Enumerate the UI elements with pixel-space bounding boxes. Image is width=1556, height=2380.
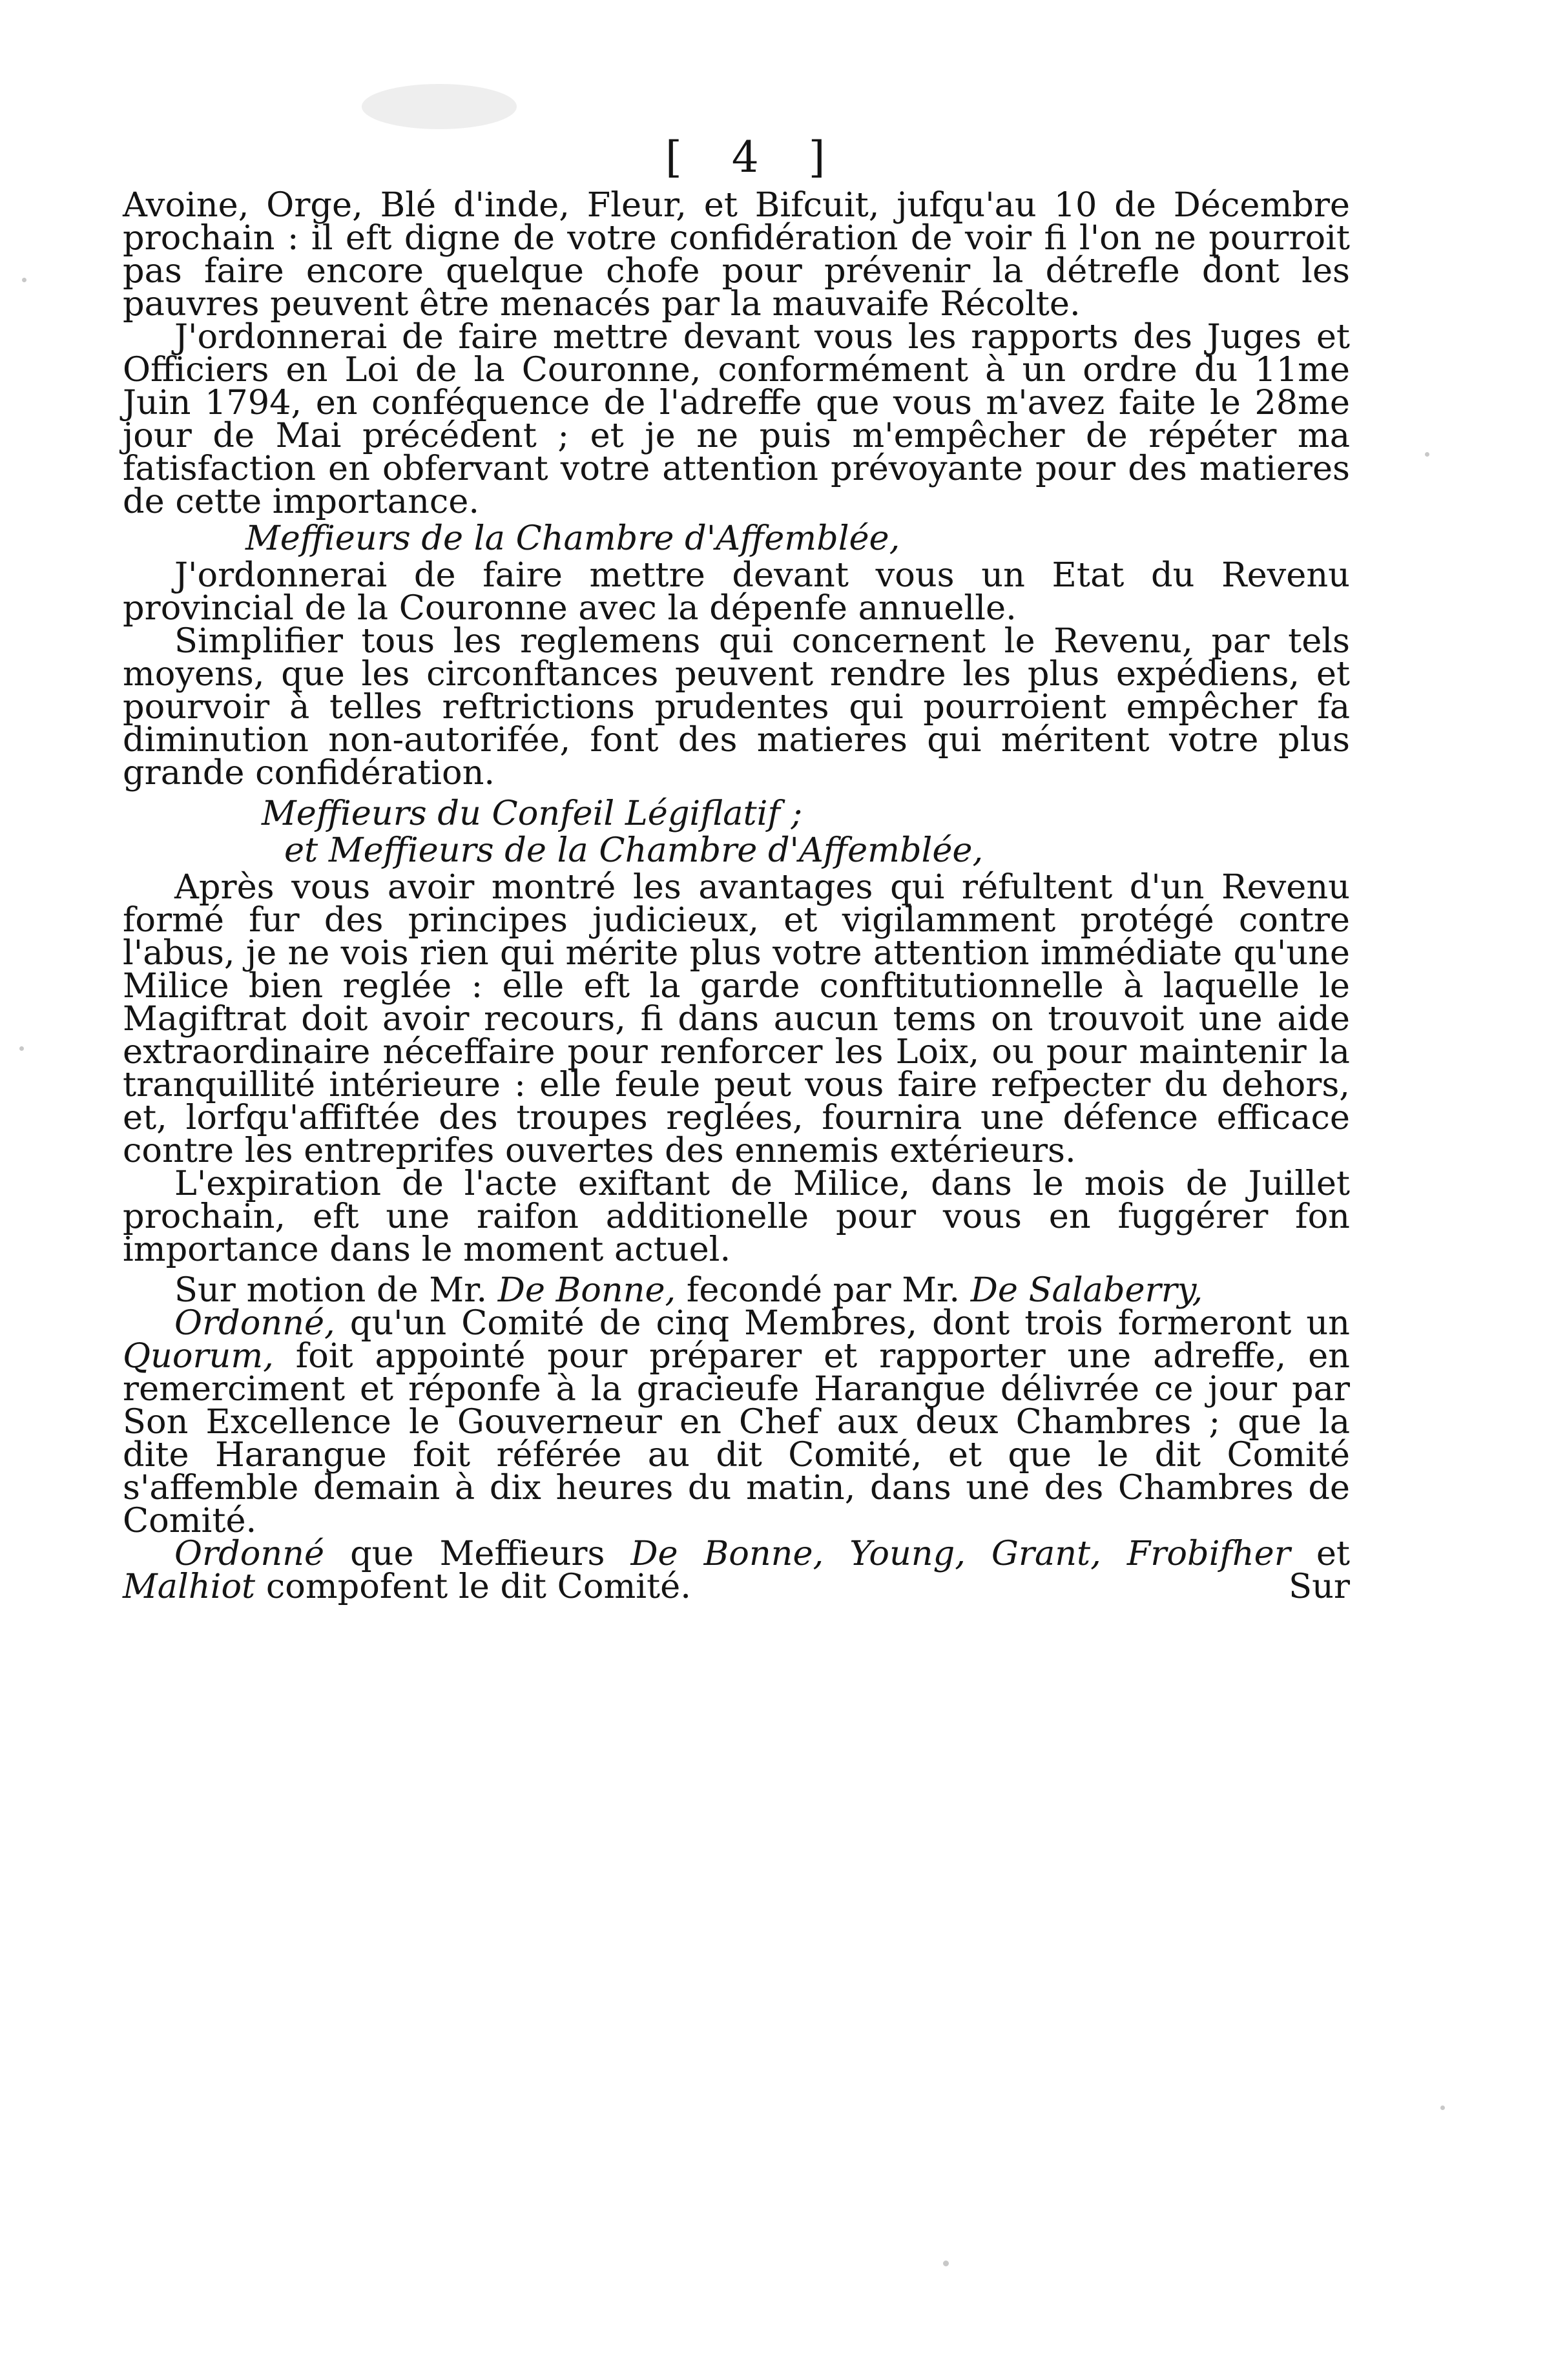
paragraph-reports: J'ordonnerai de faire mettre devant vous les rapports des Juges et Officiers en Loi de la Couronne, conformément à un ordre du 11me Juin 1794, en conféquence de l'adreffe que vous m'avez faite le 28me jour de Mai précédent ; et je ne puis m'empêcher de répéter ma fatisfaction en obfervant votre attention prévoyante pour des matieres de cette importance.: [123, 317, 1350, 521]
ordered-label: Ordonné: [174, 1534, 325, 1573]
address-heading-both-chambers: et Meffieurs de la Chambre d'Affemblée,: [284, 831, 984, 870]
order-text: qu'un Comité de cinq Membres, dont trois formeront un: [335, 1303, 1350, 1343]
ink-speck: [1425, 452, 1429, 457]
seconded-text: fecondé par Mr.: [676, 1270, 971, 1310]
ink-speck: [19, 1046, 24, 1051]
paragraph-committee-order: [123, 1303, 1350, 1540]
paragraph-militia: Après vous avoir montré les avantages qui réfultent d'un Revenu formé fur des principes judicieux, et vigilamment protégé contre l'abus, je ne vois rien qui mérite plus votre attention immédiate qu'une Milice bien reglée : elle eft la garde conftitutionnelle à laquelle le Magiftrat doit avoir recours, fi dans aucun tems on trouvoit une aide extraordinaire néceffaire pour renforcer les Loix, ou pour maintenir la tranquillité intérieure : elle feule peut vous faire refpecter du dehors, et, lorfqu'affiftée des troupes reglées, fournira une défence efficace contre les entreprifes ouvertes des ennemis extérieurs.: [123, 867, 1350, 1170]
quorum-word: Quorum,: [123, 1336, 274, 1376]
mover-name: De Bonne,: [497, 1270, 676, 1310]
body-text: [123, 185, 1351, 1606]
paragraph-harvest: Avoine, Orge, Blé d'inde, Fleur, et Bifcuit, jufqu'au 10 de Décembre prochain : il eft digne de votre confidération de voir fi l'on ne pourroit pas faire encore quelque chofe pour prévenir la détrefle dont les pauvres peuvent être menacés par la mauvaife Récolte.: [123, 185, 1350, 324]
member-name-last: Malhiot: [123, 1567, 256, 1606]
ink-speck: [22, 278, 26, 282]
members-intro: que Meffieurs: [324, 1534, 631, 1573]
seconder-name: De Salaberry,: [970, 1270, 1203, 1310]
catchword: Sur: [1289, 1567, 1350, 1606]
address-heading-council: Meffieurs du Confeil Légiflatif ;: [262, 794, 803, 833]
motion-text: Sur motion de Mr.: [174, 1270, 498, 1310]
ink-speck: [1440, 2106, 1445, 2110]
address-heading-assembly: Meffieurs de la Chambre d'Affemblée,: [245, 519, 900, 558]
member-names: De Bonne, Young, Grant, Frobifher: [630, 1534, 1291, 1573]
paragraph-revenue-regulations: Simplifier tous les reglemens qui concernent le Revenu, par tels moyens, que les circonftances peuvent rendre les plus expédiens, et pourvoir à telles reftrictions prudentes qui pourroient empêcher fa diminution non-autorifée, font des matieres qui méritent votre plus grande confidération.: [123, 621, 1350, 792]
members-and: et: [1290, 1534, 1351, 1573]
page-number: [ 4 ]: [665, 132, 844, 182]
paragraph-revenue-statement: J'ordonnerai de faire mettre devant vous un Etat du Revenu provincial de la Couronne avec la dépenfe annuelle.: [123, 555, 1350, 628]
ink-smudge: [362, 84, 517, 129]
ordered-label: Ordonné,: [174, 1303, 335, 1343]
members-outro: compofent le dit Comité.: [255, 1567, 691, 1606]
order-text-continued: foit appointé pour préparer et rapporter une adreffe, en remerciment et réponfe à la gracieufe Harangue délivrée ce jour par Son Excellence le Gouverneur en Chef aux deux Chambres ; que la dite Harangue foit référée au dit Comité, et que le dit Comité s'affemble demain à dix heures du matin, dans une des Chambres de Comité.: [123, 1336, 1350, 1540]
ink-speck: [943, 2261, 949, 2266]
paragraph-militia-act-expiry: L'expiration de l'acte exiftant de Milice, dans le mois de Juillet prochain, eft une raifon additionelle pour vous en fuggérer fon importance dans le moment actuel.: [123, 1164, 1350, 1269]
paragraph-motion: [123, 1270, 1350, 1310]
